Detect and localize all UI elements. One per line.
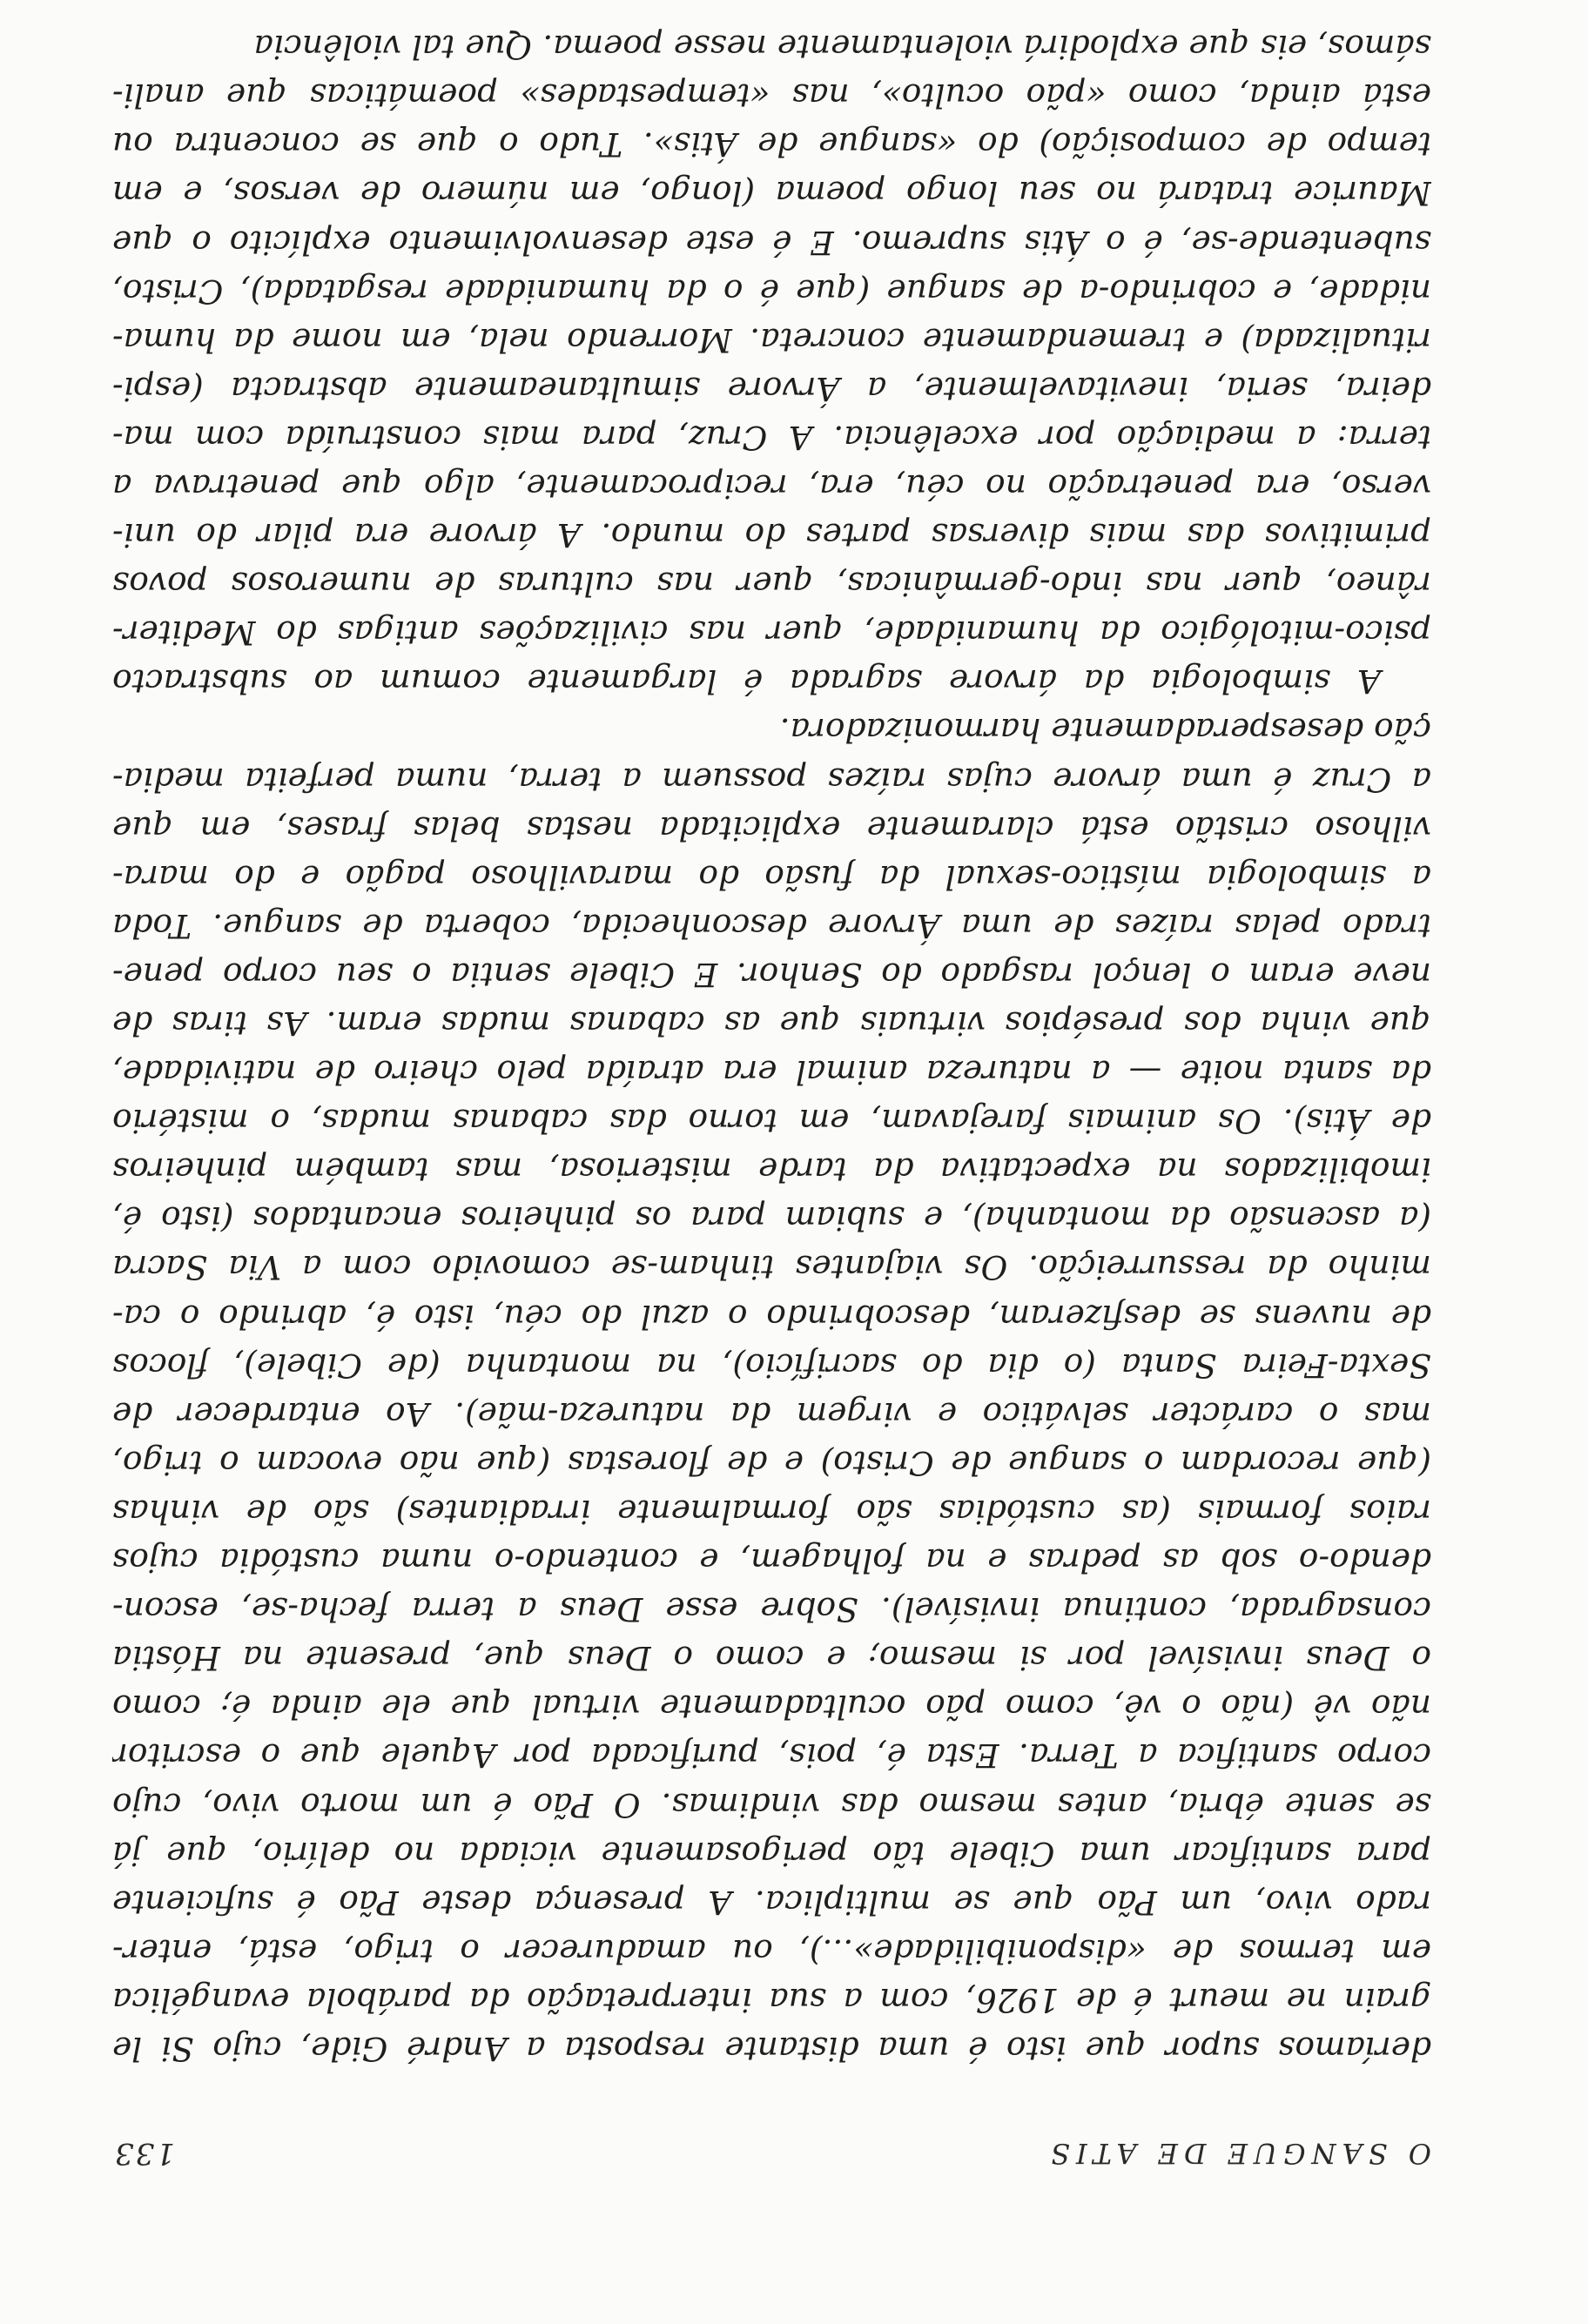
text-line: ritualizada) e tremendamente concreta. Morrendo nela, em nome da huma- (112, 320, 1431, 359)
text-line: Sexta-Feira Santa (o dia do sacrifício), na montanha (de Cibele), flocos (112, 1346, 1431, 1385)
text-line: rado vivo, um Pão que se multiplica. A presença deste Pão é suficiente (112, 1883, 1431, 1922)
text-line: psico-mitológico da humanidade, quer nas civilizações antigas do Mediter- (112, 614, 1431, 653)
text-line: da santa noite — a natureza animal era atraída pelo cheiro de natividade, (112, 1053, 1431, 1092)
running-head (113, 2119, 1431, 2171)
text-line: a Cruz é uma árvore cujas raízes possuem a terra, numa perfeita media- (112, 760, 1431, 799)
text-line: deríamos supor que isto é uma distante resposta a André Gide, cujo Si le (112, 2030, 1431, 2068)
text-line: imobilizados na expectativa da tarde misteriosa, mas também pinheiros (112, 1151, 1431, 1190)
text-line: para santificar uma Cibele tão perigosamente viciada no delírio, que já (112, 1834, 1431, 1873)
text-line: de nuvens se desfizeram, descobrindo o azul do céu, isto é, abrindo o ca- (112, 1297, 1431, 1336)
text-line: em termos de «disponibilidade»...), ou amadurecer o trigo, está, enter- (112, 1931, 1431, 1971)
text-line: grain ne meurt é de 1926, com a sua interpretação da parábola evangélica (112, 1980, 1431, 2019)
text-line: de Átis). Os animais farejavam, em torno das cabanas mudas, o mistério (112, 1102, 1431, 1141)
text-line: primitivos das mais diversas partes do mundo. A árvore era pilar do uni- (112, 516, 1431, 555)
text-line: se sente ébria, antes mesmo das vindimas. O Pão é um morto vivo, cujo (112, 1785, 1431, 1824)
text-line: nidade, e cobrindo-a de sangue (que é o da humanidade resgatada), Cristo, (112, 272, 1431, 311)
text-line: trado pelas raízes de uma Árvore desconhecida, coberta de sangue. Toda (112, 906, 1431, 945)
text-line: dendo-o sob as pedras e na folhagem, e contendo-o numa custódia cujos (112, 1541, 1431, 1581)
text-line: minho da ressurreição. Os viajantes tinham-se comovido com a Via Sacra (112, 1248, 1431, 1287)
text-line: não vê (não o vê, como pão ocultadamente virtual que ele ainda é; como (112, 1688, 1431, 1727)
text-line: que vinha dos presépios virtuais que as cabanas mudas eram. As tiras de (112, 1004, 1431, 1044)
text-line: ção desesperadamente harmonizadora. (779, 711, 1431, 750)
running-title: O SANGUE DE ATIS (1045, 2137, 1431, 2170)
text-line: terra: a mediação por excelência. A Cruz, para mais construída com ma- (112, 418, 1431, 457)
text-line: sámos, eis que explodirá violentamente nesse poema. Que tal violência (253, 28, 1431, 67)
text-line: Maurice tratará no seu longo poema (longo, em número de versos, e em (112, 174, 1431, 213)
text-line: está ainda, como «pão oculto», nas «tempestades» poemáticas que anali- (112, 77, 1431, 116)
text-line: corpo santifica a Terra. Esta é, pois, purificada por Aquele que o escritor (112, 1736, 1431, 1776)
text-line: neve eram o lençol rasgado do Senhor. E Cibele sentia o seu corpo pene- (112, 955, 1431, 994)
page-number: 133 (113, 2136, 175, 2171)
text-line: tempo de composição) do «sangue de Átis». Tudo o que se concentra ou (112, 125, 1431, 165)
text-line: subentende-se, é o Átis supremo. E é este desenvolvimento explícito o que (112, 223, 1431, 262)
text-line: deira, seria, inevitavelmente, a Árvore simultaneamente abstracta (espi- (112, 369, 1431, 408)
text-line: consagrada, continua invisível). Sobre esse Deus a terra fecha-se, escon- (112, 1590, 1431, 1629)
text-line: vilhoso cristão está claramente explicitada nestas belas frases, em que (112, 809, 1431, 848)
text-line: o Deus invisível por si mesmo; e como o Deus que, presente na Hóstia (112, 1639, 1431, 1678)
text-line: raios formais (as custódias são formalmente irradiantes) são de vinhas (112, 1492, 1431, 1531)
body-text (112, 23, 1431, 2073)
text-line: verso, era penetração no céu, era, reciprocamente, algo que penetrava a (112, 467, 1431, 506)
text-line: A simbologia da árvore sagrada é largamente comum ao substracto (112, 662, 1381, 702)
text-line: (que recordam o sangue de Cristo) e de florestas (que não evocam o trigo, (112, 1443, 1431, 1482)
text-line: râneo, quer nas indo-germânicas, quer nas culturas de numerosos povos (112, 565, 1431, 604)
text-line: (a ascensão da montanha), e subiam para os pinheiros encantados (isto é, (112, 1199, 1431, 1239)
text-line: mas o carácter selvático e virgem da natureza-mãe). Ao entardecer de (112, 1394, 1431, 1434)
text-line: a simbologia místico-sexual da fusão do maravilhoso pagão e do mara- (112, 857, 1431, 897)
